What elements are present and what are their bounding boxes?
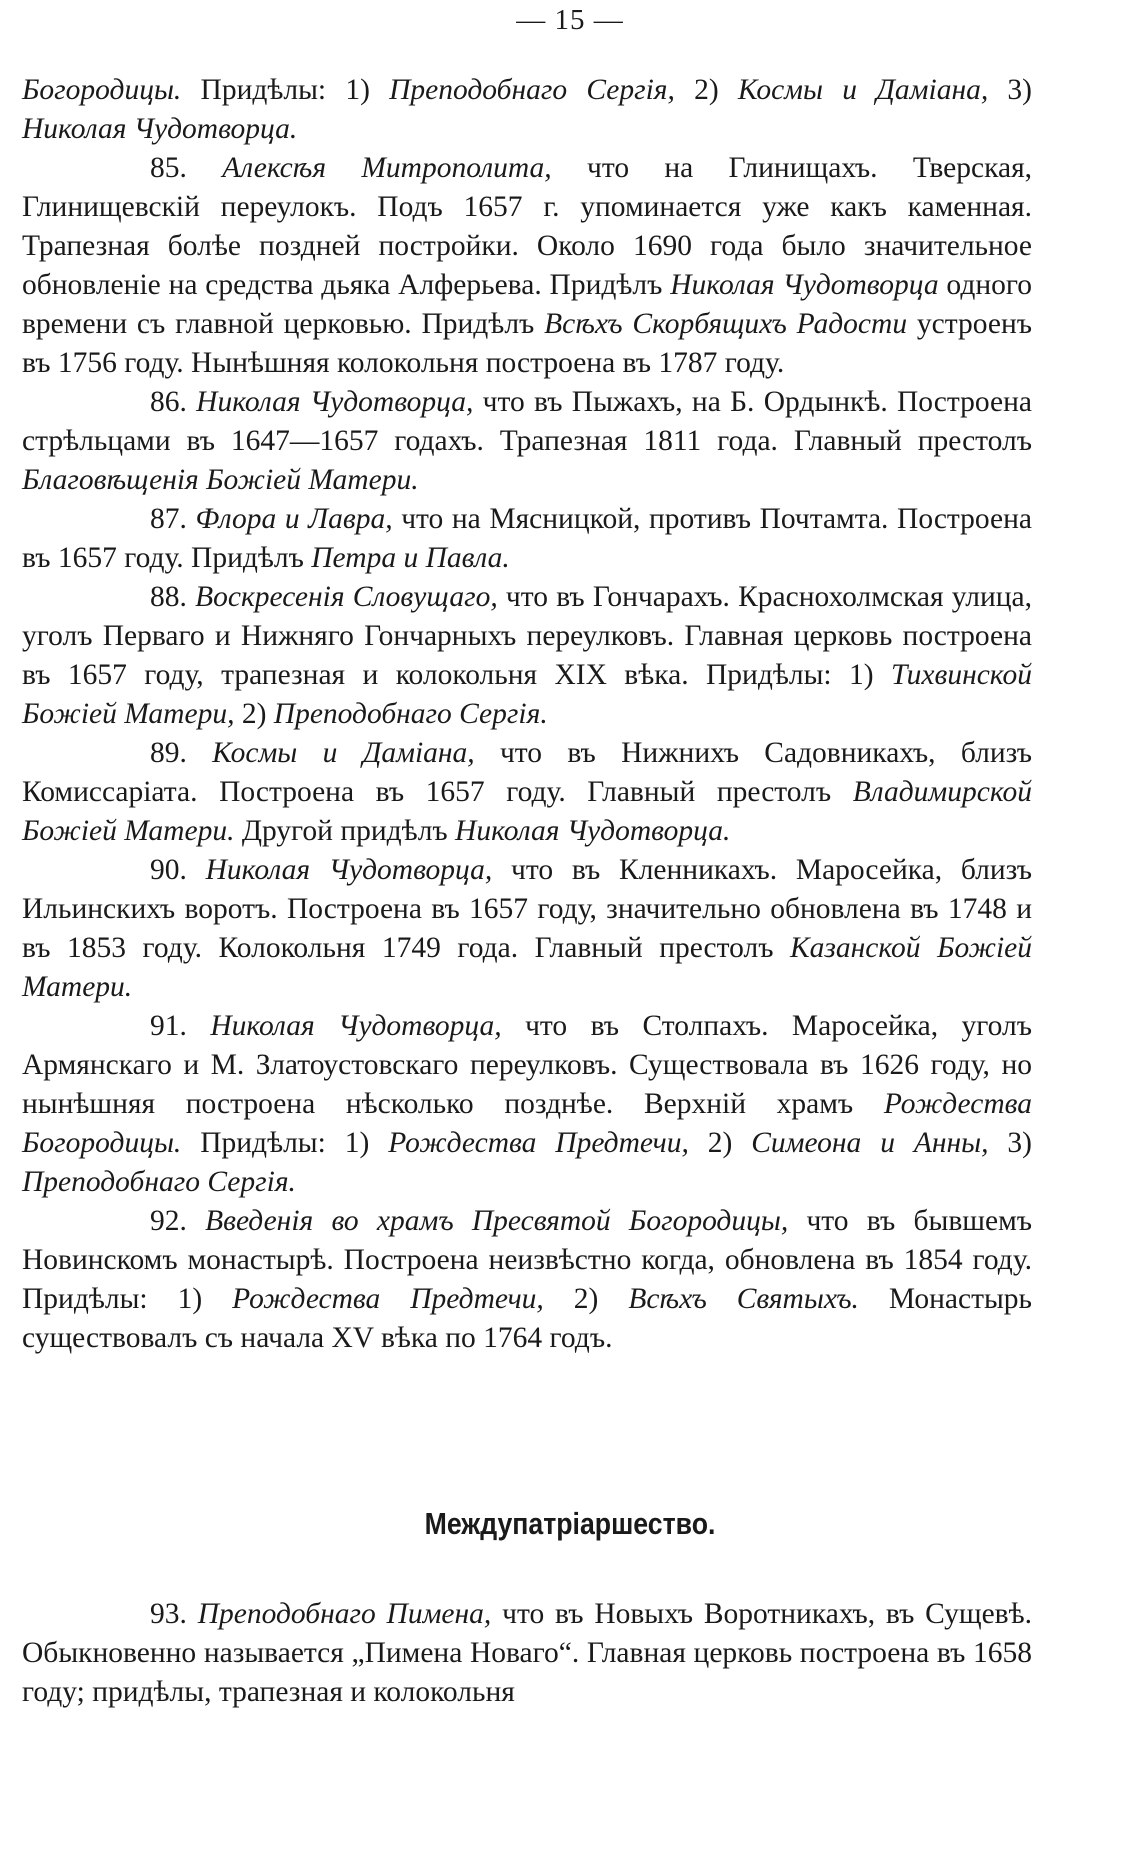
- italic-text: Преподобнаго Сергія.: [273, 698, 548, 730]
- italic-text: Николая Чудотворца.: [455, 815, 731, 847]
- text-run: что въ Кленникахъ. Маросейка, близъ Ильинскихъ воротъ. Построена въ 1657 году, значительно обновлена въ 1748 и въ 1853 году. Колокольня 1749 года. Главный престолъ: [22, 854, 1033, 964]
- entry-86: [22, 383, 1032, 500]
- italic-text: Владимирской Божіей Матери.: [22, 776, 1032, 847]
- entry-85: [22, 149, 1032, 383]
- italic-text: Флора и Лавра,: [195, 503, 393, 535]
- text-run: 89.: [150, 737, 213, 769]
- entry-87: [22, 500, 1032, 578]
- entry-93: [22, 1595, 1032, 1712]
- text-run: одного времени съ главной церковью. Придѣлъ: [22, 269, 1032, 340]
- entry-90: [22, 851, 1032, 1007]
- text-run: 93.: [150, 1598, 198, 1630]
- text-run: 2): [543, 1283, 629, 1315]
- italic-text: Благовѣщенія Божіей Матери.: [22, 464, 419, 496]
- italic-text: Николая Чудотворца,: [205, 854, 493, 886]
- text-run: 86.: [150, 386, 197, 418]
- entry-88: [22, 578, 1032, 734]
- text-run: Придѣлы: 1): [181, 1127, 389, 1159]
- entry-92: [22, 1202, 1032, 1358]
- italic-text: Преподобнаго Пимена,: [197, 1598, 492, 1630]
- italic-text: Николая Чудотворца.: [22, 113, 298, 145]
- italic-text: Рождества Предтечи,: [232, 1283, 544, 1315]
- italic-text: Николая Чудотворца,: [210, 1010, 502, 1042]
- italic-text: Воскресенія Словущаго,: [195, 581, 498, 613]
- section-heading: Междупатріаршество.: [424, 1506, 716, 1541]
- italic-text: Космы и Даміана,: [212, 737, 475, 769]
- italic-text: Преподобнаго Сергія.: [22, 1166, 296, 1198]
- italic-text: Преподобнаго Сергія,: [389, 74, 675, 106]
- text-run: устроенъ въ 1756 году. Нынѣшняя колокольня построена въ 1787 году.: [22, 308, 1032, 379]
- text-run: Другой придѣлъ: [234, 815, 456, 847]
- entry-89: [22, 734, 1032, 851]
- text-run: что въ Пыжахъ, на Б. Ордынкѣ. Построена стрѣльцами въ 1647—1657 годахъ. Трапезная 1811 года. Главный престолъ: [22, 386, 1032, 457]
- text-run: 85.: [150, 152, 223, 184]
- italic-text: Богородицы.: [22, 74, 182, 106]
- entry-91: [22, 1007, 1032, 1202]
- text-run: 90.: [150, 854, 206, 886]
- entry-continuation: [22, 71, 1032, 149]
- italic-text: Рождества Богородицы.: [22, 1088, 1032, 1159]
- entries-block: [22, 71, 1032, 1358]
- text-run: что на Глинищахъ. Тверская, Глинищевскій переулокъ. Подъ 1657 г. упоминается уже какъ каменная. Трапезная болѣе поздней постройки. Около 1690 года было значительное обновленіе на средства дьяка Алферьева. Придѣлъ: [22, 152, 1033, 301]
- page-number: — 15 —: [516, 4, 624, 36]
- text-run: что на Мясницкой, противъ Почтамта. Построена въ 1657 году. Придѣлъ: [22, 503, 1033, 574]
- text-run: что въ бывшемъ Новинскомъ монастырѣ. Построена неизвѣстно когда, обновлена въ 1854 году. Придѣлы: 1): [22, 1205, 1032, 1315]
- text-run: 2): [688, 1127, 752, 1159]
- text-run: 92.: [150, 1205, 206, 1237]
- text-run: 2): [674, 74, 738, 106]
- italic-text: Космы и Даміана,: [737, 74, 989, 106]
- text-run: 3): [988, 1127, 1032, 1159]
- italic-text: Введенія во храмъ Пресвятой Богородицы,: [205, 1205, 789, 1237]
- italic-text: Всѣхъ Святыхъ.: [628, 1283, 859, 1315]
- text-run: Придѣлы: 1): [181, 74, 390, 106]
- italic-text: Тихвинской Божіей Матери,: [22, 659, 1032, 730]
- italic-text: Симеона и Анны,: [751, 1127, 989, 1159]
- text-run: что въ Нижнихъ Садовникахъ, близъ Комиссаріата. Построена въ 1657 году. Главный престолъ: [22, 737, 1033, 808]
- text-run: 3): [988, 74, 1033, 106]
- italic-text: Рождества Предтечи,: [388, 1127, 689, 1159]
- italic-text: Алексѣя Митрополита,: [222, 152, 552, 184]
- text-run: 88.: [150, 581, 196, 613]
- text-run: Монастырь существовалъ съ начала XV вѣка по 1764 годъ.: [22, 1283, 1032, 1354]
- text-run: 91.: [150, 1010, 211, 1042]
- text-run: что въ Столпахъ. Маросейка, уголъ Армянскаго и М. Златоустовскаго переулковъ. Существовала въ 1626 году, но нынѣшняя построена нѣсколько позднѣе. Верхній храмъ: [22, 1010, 1033, 1120]
- italic-text: Всѣхъ Скорбящихъ Радости: [544, 308, 908, 340]
- text-run: что въ Новыхъ Воротникахъ, въ Сущевѣ. Обыкновенно называется „Пимена Новаго“. Главная церковь построена въ 1658 году; придѣлы, трапезная и колокольня: [22, 1598, 1032, 1708]
- italic-text: Казанской Божіей Матери.: [22, 932, 1032, 1003]
- italic-text: Николая Чудотворца,: [196, 386, 474, 418]
- text-run: 87.: [150, 503, 196, 535]
- text-run: что въ Гончарахъ. Краснохолмская улица, уголъ Перваго и Нижняго Гончарныхъ переулковъ. Главная церковь построена въ 1657 году, трапезная и колокольня XIX вѣка. Придѣлы: 1): [22, 581, 1032, 691]
- italic-text: Николая Чудотворца: [670, 269, 939, 301]
- entries-after-heading-block: [22, 1595, 1032, 1712]
- italic-text: Петра и Павла.: [311, 542, 510, 574]
- text-run: 2): [234, 698, 274, 730]
